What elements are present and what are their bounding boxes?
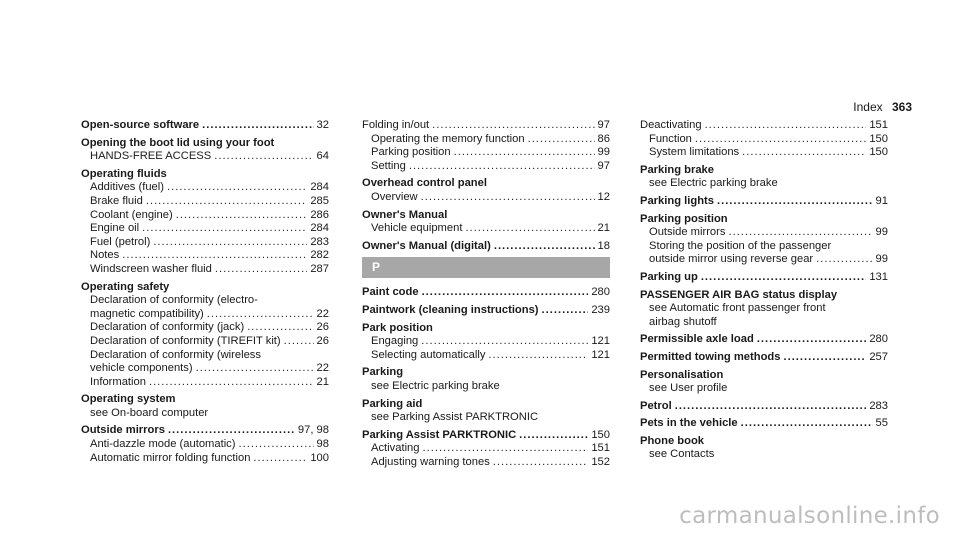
index-term: [640, 271, 888, 285]
entry-text: Opening the boot lid using your foot: [81, 136, 275, 149]
index-entry: [640, 351, 888, 365]
page-reference: 121: [591, 335, 610, 348]
index-term: [640, 417, 888, 431]
index-subterm: [81, 452, 329, 466]
index-entry: [640, 213, 888, 267]
index-entry: [362, 240, 610, 254]
entry-text: see Parking Assist PARKTRONIC: [371, 411, 539, 424]
page-reference: 21: [597, 222, 610, 235]
entry-text: see Electric parking brake: [371, 379, 500, 392]
page-reference: 283: [869, 399, 888, 412]
index-term: [81, 119, 329, 133]
index-term: [81, 393, 329, 407]
index-subterm: [362, 335, 610, 349]
page-reference: 12: [597, 190, 610, 203]
entry-text: Overview: [371, 190, 418, 203]
page-reference: 257: [869, 350, 888, 363]
dot-leader: [421, 191, 595, 205]
index-term: [81, 424, 329, 438]
index-entry: [81, 424, 329, 465]
index-subterm: [81, 294, 329, 308]
index-subterm: [362, 456, 610, 470]
index-term: [640, 119, 888, 133]
page-reference: 151: [869, 119, 888, 131]
index-subterm: [640, 382, 888, 396]
index-entry: [362, 304, 610, 318]
index-subterm: [81, 349, 329, 363]
index-term: [362, 429, 610, 443]
index-subterm: [362, 146, 610, 160]
entry-text: Parking Assist PARKTRONIC: [362, 428, 517, 441]
dot-leader: [167, 181, 307, 195]
index-term: [362, 304, 610, 318]
dot-leader: [142, 222, 307, 236]
page-reference: 91: [875, 194, 888, 207]
page-reference: 286: [310, 208, 329, 221]
index-entry: [362, 209, 610, 236]
entry-text: Parking position: [371, 146, 451, 159]
index-subterm: [81, 438, 329, 452]
index-entry: [640, 417, 888, 431]
dot-leader: [153, 236, 307, 250]
entry-text: Vehicle equipment: [371, 222, 463, 235]
entry-text: Declaration of conformity (electro-: [90, 294, 258, 307]
entry-text: Deactivating: [640, 119, 702, 131]
entry-text: Open-source software: [81, 119, 200, 131]
entry-text: Owner's Manual: [362, 208, 448, 221]
entry-text: Park position: [362, 321, 433, 334]
entry-text: Outside mirrors: [81, 424, 165, 437]
dot-leader: [783, 351, 866, 365]
index-entry: [362, 119, 610, 173]
index-subterm: [362, 222, 610, 236]
dot-leader: [207, 308, 314, 322]
index-column-3: [640, 119, 888, 466]
page-reference: 98: [316, 438, 329, 451]
dot-leader: [528, 133, 595, 147]
index-subterm: [81, 181, 329, 195]
entry-text: Anti-dazzle mode (automatic): [90, 438, 236, 451]
page-reference: 97, 98: [297, 424, 329, 437]
dot-leader: [488, 349, 588, 363]
index-entry: [81, 393, 329, 420]
index-subterm: [640, 240, 888, 254]
index-subterm: [81, 376, 329, 390]
dot-leader: [168, 424, 295, 438]
index-term: [640, 213, 888, 227]
index-entry: [81, 137, 329, 164]
index-subterm: [81, 321, 329, 335]
dot-leader: [542, 304, 589, 318]
index-entry: [362, 286, 610, 300]
entry-text: Function: [649, 132, 692, 145]
dot-leader: [519, 429, 588, 443]
dot-leader: [675, 400, 867, 414]
entry-text: Storing the position of the passenger: [649, 239, 832, 252]
index-subterm: [362, 411, 610, 425]
index-column-2: [362, 119, 610, 473]
index-subterm: [640, 133, 888, 147]
index-subterm: [640, 146, 888, 160]
entry-text: see Automatic front passenger front: [649, 302, 826, 315]
entry-text: Permissible axle load: [640, 333, 754, 346]
index-entry: [640, 333, 888, 347]
dot-leader: [149, 376, 314, 390]
index-entry: [640, 369, 888, 396]
page-reference: 97: [597, 159, 610, 172]
entry-text: airbag shutoff: [649, 315, 717, 328]
entry-text: Engaging: [371, 335, 419, 348]
entry-text: Paintwork (cleaning instructions): [362, 303, 539, 316]
index-subterm: [640, 226, 888, 240]
entry-text: Paint code: [362, 286, 419, 299]
page-reference: 100: [310, 451, 329, 464]
index-term: [640, 195, 888, 209]
entry-text: System limitations: [649, 146, 740, 159]
page-reference: 239: [591, 303, 610, 316]
dot-leader: [421, 335, 588, 349]
page-header: [784, 100, 912, 114]
page-reference: 26: [316, 334, 329, 347]
dot-leader: [122, 249, 307, 263]
page-reference: 22: [316, 362, 329, 375]
dot-leader: [409, 160, 595, 174]
page-reference: 287: [310, 262, 329, 275]
page-reference: 150: [869, 132, 888, 145]
index-subterm: [81, 263, 329, 277]
dot-leader: [202, 119, 313, 133]
index-term: [640, 289, 888, 303]
page-reference: 280: [591, 286, 610, 299]
entry-text: Permitted towing methods: [640, 350, 781, 363]
dot-leader: [741, 417, 873, 431]
index-entry: [640, 435, 888, 462]
index-term: [362, 286, 610, 300]
page-reference: 99: [597, 146, 610, 159]
index-term: [640, 164, 888, 178]
dot-leader: [816, 253, 872, 267]
index-term: [640, 333, 888, 347]
entry-text: Brake fluid: [90, 194, 143, 207]
page-reference: 26: [316, 321, 329, 334]
index-entry: [81, 281, 329, 390]
index-subterm: [81, 195, 329, 209]
index-term: [362, 209, 610, 223]
index-term: [362, 177, 610, 191]
entry-text: Declaration of conformity (wireless: [90, 348, 261, 361]
entry-text: Operating the memory function: [371, 132, 525, 145]
entry-text: Windscreen washer fluid: [90, 262, 212, 275]
entry-text: Coolant (engine): [90, 208, 173, 221]
entry-text: Overhead control panel: [362, 177, 487, 190]
dot-leader: [196, 362, 314, 376]
index-entry: [640, 164, 888, 191]
entry-text: Parking lights: [640, 194, 714, 207]
header-label: Index: [853, 100, 883, 114]
index-term: [640, 369, 888, 383]
index-entry: [640, 400, 888, 414]
index-term: [640, 351, 888, 365]
index-entry: [640, 289, 888, 330]
index-term: [81, 137, 329, 151]
dot-leader: [239, 438, 314, 452]
index-subterm: [81, 362, 329, 376]
page-reference: 150: [591, 428, 610, 441]
page-reference: 282: [310, 249, 329, 262]
page-reference: 55: [875, 417, 888, 430]
page-reference: 131: [869, 270, 888, 283]
dot-leader: [146, 195, 307, 209]
dot-leader: [215, 263, 307, 277]
index-subterm: [362, 442, 610, 456]
index-subterm: [362, 349, 610, 363]
index-column-1: [81, 119, 329, 469]
entry-text: see On-board computer: [90, 406, 209, 419]
entry-text: Declaration of conformity (TIREFIT kit): [90, 334, 281, 347]
entry-text: Petrol: [640, 399, 672, 412]
index-subterm: [640, 316, 888, 330]
page-reference: 22: [316, 307, 329, 320]
entry-text: Engine oil: [90, 222, 140, 235]
index-entry: [362, 366, 610, 393]
entry-text: Pets in the vehicle: [640, 417, 738, 430]
entry-text: Phone book: [640, 434, 705, 447]
dot-leader: [742, 146, 866, 160]
index-subterm: [81, 222, 329, 236]
entry-text: Activating: [371, 442, 420, 455]
entry-text: magnetic compatibility): [90, 307, 204, 320]
entry-text: see Contacts: [649, 448, 715, 461]
entry-text: Parking: [362, 366, 404, 379]
entry-text: Adjusting warning tones: [371, 455, 490, 468]
entry-text: Operating fluids: [81, 167, 167, 180]
entry-text: Parking position: [640, 212, 728, 225]
entry-text: Setting: [371, 159, 406, 172]
dot-leader: [705, 119, 867, 133]
index-term: [362, 366, 610, 380]
index-subterm: [81, 209, 329, 223]
page-reference: 283: [310, 235, 329, 248]
dot-leader: [493, 456, 589, 470]
index-term: [81, 281, 329, 295]
entry-text: outside mirror using reverse gear: [649, 253, 814, 266]
entry-text: Selecting automatically: [371, 348, 486, 361]
entry-text: Automatic mirror folding function: [90, 451, 251, 464]
index-term: [640, 435, 888, 449]
entry-text: Notes: [90, 249, 120, 262]
dot-leader: [717, 195, 873, 209]
index-entry: [640, 195, 888, 209]
index-entry: [640, 271, 888, 285]
entry-text: Owner's Manual (digital): [362, 239, 491, 252]
entry-text: see Electric parking brake: [649, 177, 778, 190]
dot-leader: [247, 321, 313, 335]
dot-leader: [422, 286, 589, 300]
page-reference: 284: [310, 181, 329, 194]
page-reference: 152: [591, 455, 610, 468]
index-subterm: [81, 236, 329, 250]
index-subterm: [81, 308, 329, 322]
index-term: [362, 398, 610, 412]
page-reference: 121: [591, 348, 610, 361]
page-reference: 284: [310, 222, 329, 235]
page-reference: 86: [597, 132, 610, 145]
dot-leader: [284, 335, 314, 349]
index-entry: [362, 398, 610, 425]
index-subterm: [81, 249, 329, 263]
page-reference: 99: [875, 226, 888, 239]
watermark: carmanualsonline.info: [679, 503, 940, 529]
entry-text: Parking up: [640, 270, 698, 283]
index-term: [362, 322, 610, 336]
index-subterm: [640, 177, 888, 191]
dot-leader: [757, 333, 867, 347]
page-number: 363: [891, 100, 912, 114]
index-entry: [640, 119, 888, 160]
entry-text: Additives (fuel): [90, 181, 164, 194]
page-reference: 99: [875, 253, 888, 266]
page-reference: 151: [591, 442, 610, 455]
index-subterm: [362, 133, 610, 147]
entry-text: Folding in/out: [362, 119, 430, 131]
dot-leader: [432, 119, 594, 133]
index-subterm: [640, 253, 888, 267]
index-entry: [81, 119, 329, 133]
index-subterm: [81, 335, 329, 349]
index-term: [362, 119, 610, 133]
entry-text: see User profile: [649, 382, 728, 395]
dot-leader: [253, 452, 307, 466]
entry-text: vehicle components): [90, 362, 193, 375]
index-term: [362, 240, 610, 254]
dot-leader: [423, 442, 589, 456]
entry-text: Parking brake: [640, 163, 714, 176]
entry-text: Information: [90, 375, 146, 388]
index-term: [81, 168, 329, 182]
index-entry: [362, 322, 610, 363]
index-term: [640, 400, 888, 414]
dot-leader: [454, 146, 595, 160]
page-reference: 280: [869, 333, 888, 346]
entry-text: Operating safety: [81, 280, 170, 293]
page-reference: 150: [869, 146, 888, 159]
dot-leader: [214, 150, 313, 164]
entry-text: Declaration of conformity (jack): [90, 321, 245, 334]
page-reference: 64: [316, 150, 329, 163]
section-letter: P: [362, 257, 610, 278]
entry-text: Operating system: [81, 393, 176, 406]
index-entry: [362, 429, 610, 470]
dot-leader: [494, 240, 595, 254]
page-reference: 18: [597, 239, 610, 252]
page-reference: 21: [316, 375, 329, 388]
index-subterm: [81, 150, 329, 164]
dot-leader: [695, 133, 866, 147]
index-subterm: [81, 407, 329, 421]
index-subterm: [362, 380, 610, 394]
index-entry: [81, 168, 329, 277]
dot-leader: [701, 271, 867, 285]
dot-leader: [728, 226, 872, 240]
entry-text: Outside mirrors: [649, 226, 726, 239]
entry-text: Parking aid: [362, 397, 423, 410]
page-reference: 32: [316, 119, 329, 131]
page-reference: 285: [310, 194, 329, 207]
entry-text: HANDS-FREE ACCESS: [90, 150, 212, 163]
dot-leader: [465, 222, 594, 236]
entry-text: Fuel (petrol): [90, 235, 151, 248]
dot-leader: [176, 209, 308, 223]
entry-text: Personalisation: [640, 368, 724, 381]
index-subterm: [362, 160, 610, 174]
index-entry: [362, 177, 610, 204]
index-subterm: [640, 448, 888, 462]
entry-text: PASSENGER AIR BAG status display: [640, 288, 838, 301]
index-subterm: [362, 191, 610, 205]
page-reference: 97: [597, 119, 610, 131]
index-subterm: [640, 302, 888, 316]
